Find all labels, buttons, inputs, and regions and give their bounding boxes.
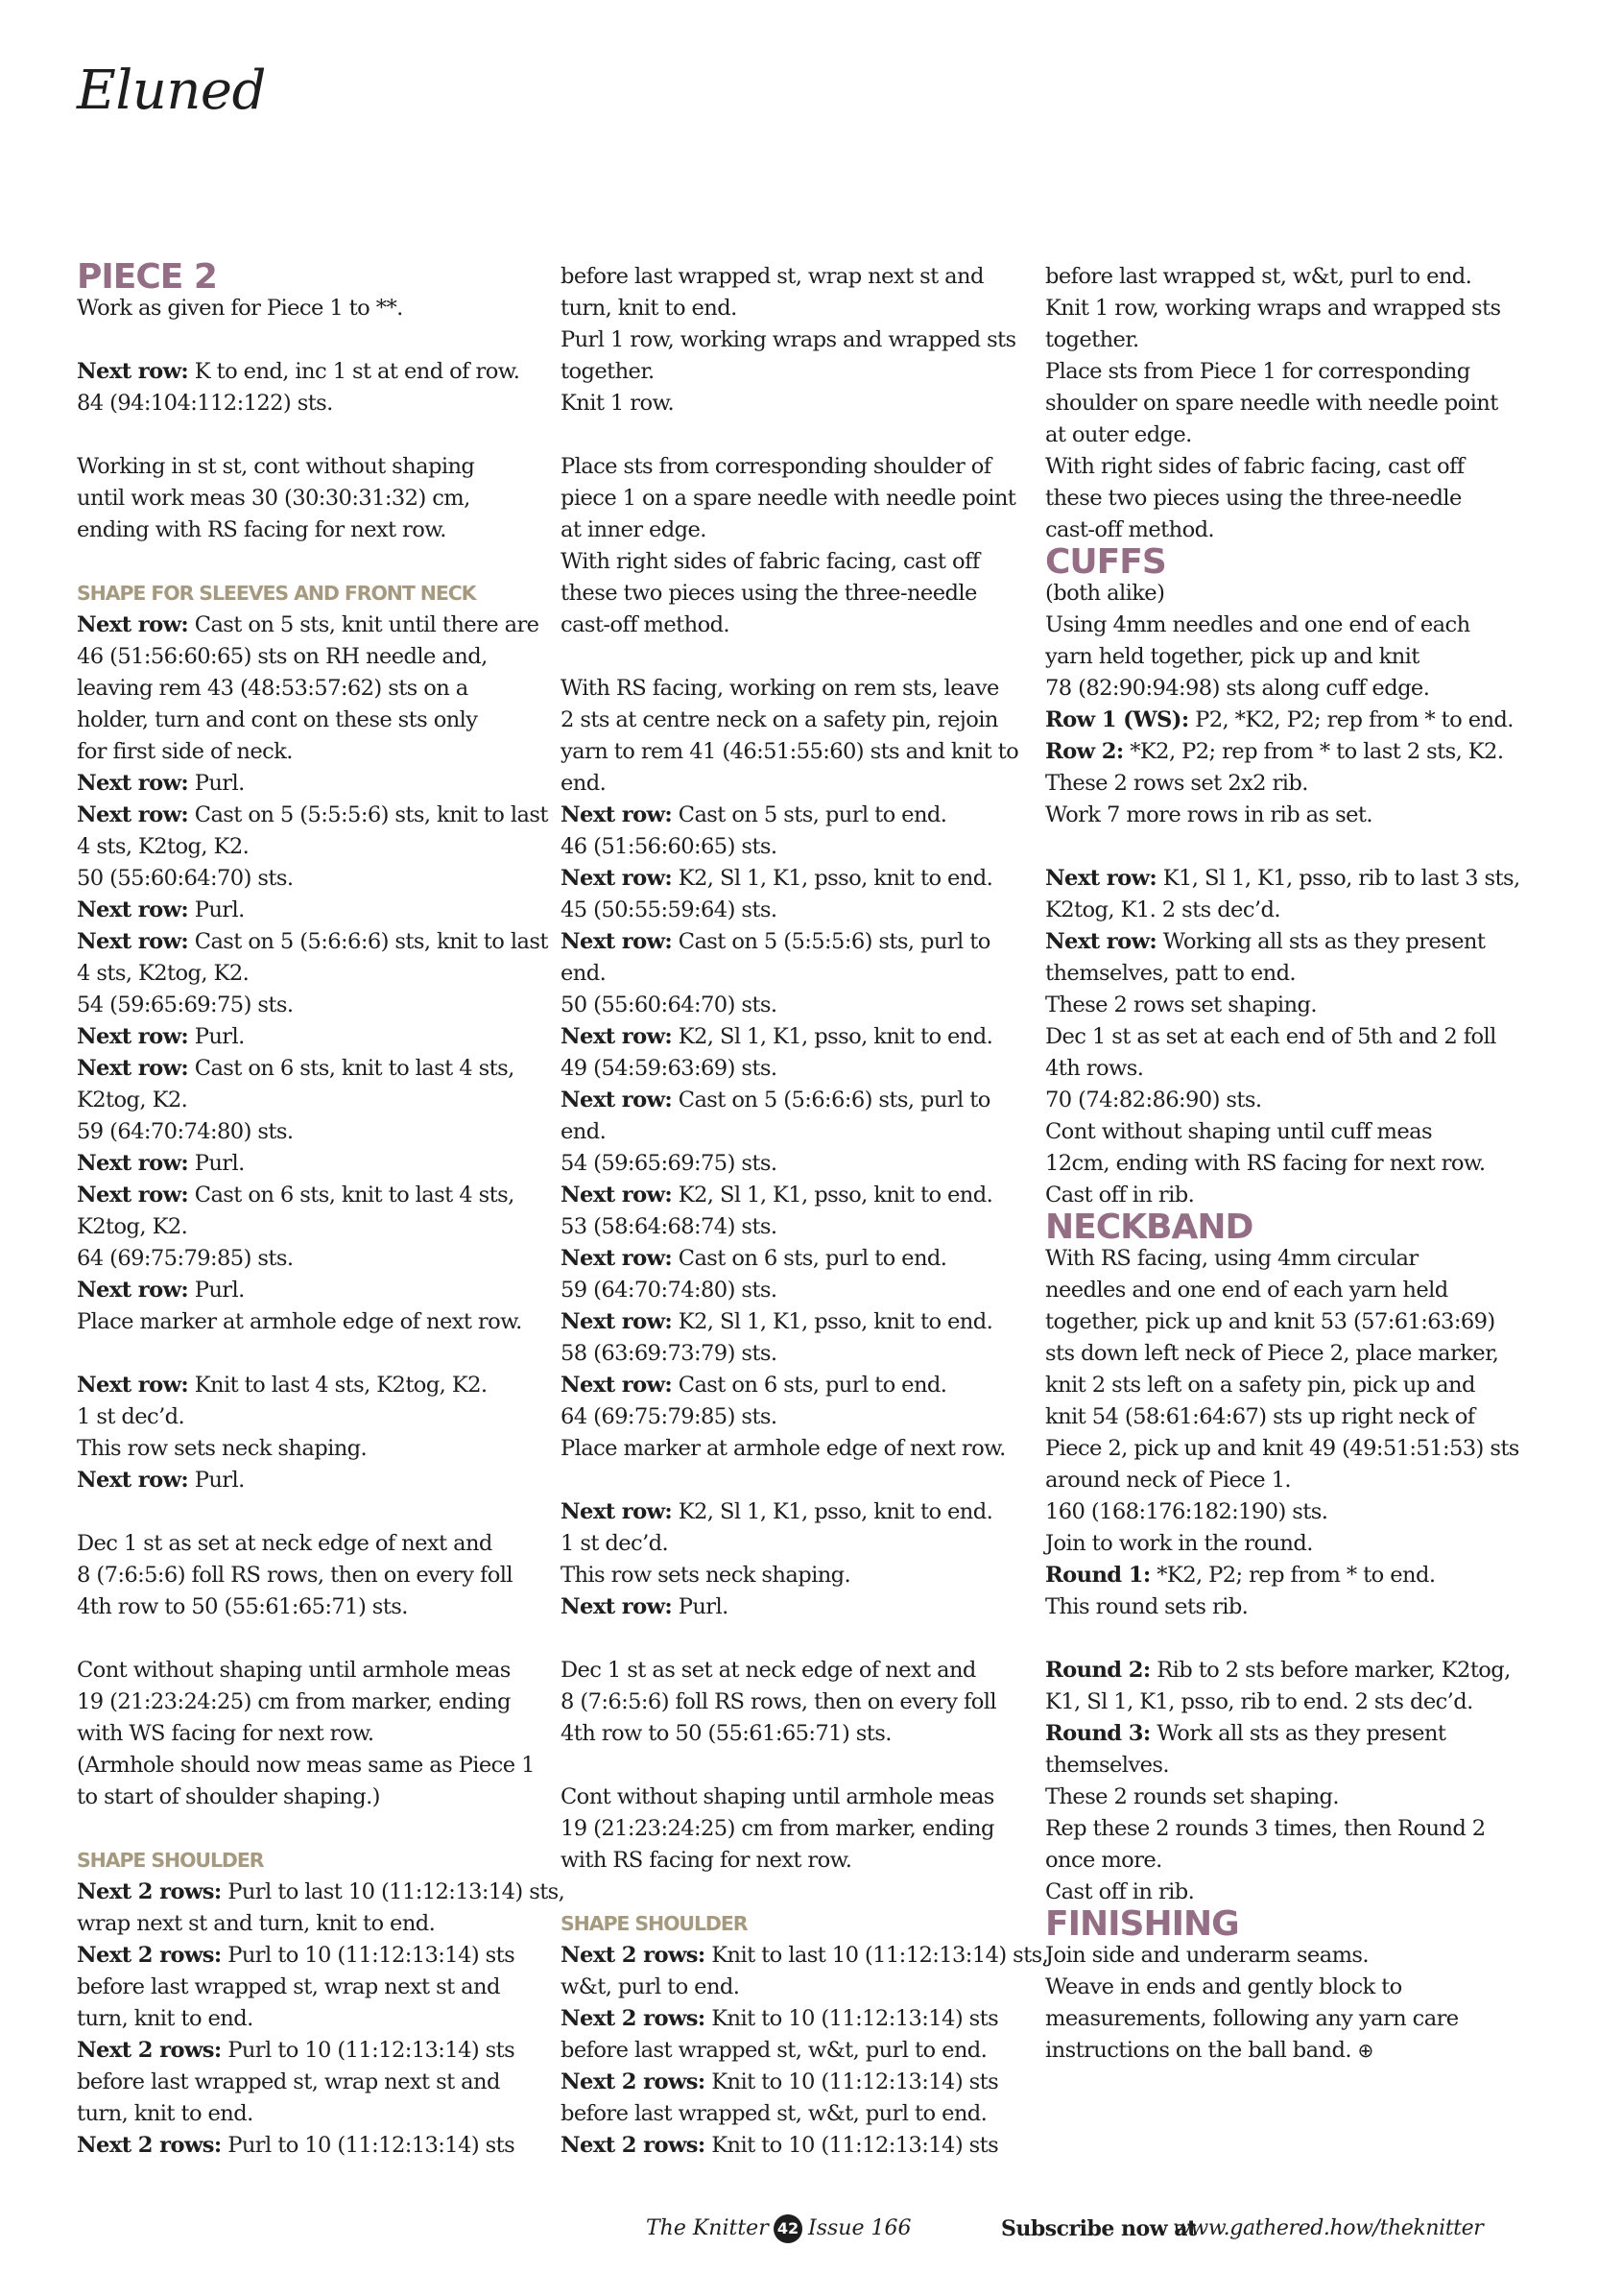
row-text: Cast on 6 sts, purl to end. [672,1246,947,1271]
text-line: With right sides of fabric facing, cast off [561,549,980,574]
row-label: Next row: [77,1468,189,1493]
text-line: 59 (64:70:74:80) sts. [561,1278,777,1303]
text-line: knit 54 (58:61:64:67) sts up right neck of [1045,1404,1475,1429]
text-line: With RS facing, using 4mm circular [1045,1246,1419,1271]
row-text: Purl to 10 (11:12:13:14) sts [221,2038,515,2063]
row-text: Cast on 5 (5:5:5:6) sts, knit to last [188,802,548,827]
text-line: With RS facing, working on rem sts, leave [561,676,999,701]
text-line: 54 (59:65:69:75) sts. [561,1151,777,1176]
text-line [561,1243,1016,1275]
text-line: 8 (7:6:5:6) foll RS rows, then on every foll [561,1689,997,1714]
row-text: K2, Sl 1, K1, psso, knit to end. [672,1499,993,1524]
text-line: before last wrapped st, wrap next st and [77,1974,500,1999]
row-label: Next row: [561,1024,673,1049]
text-line: Dec 1 st as set at neck edge of next and [561,1658,976,1683]
text-line: together. [1045,327,1139,352]
text-line: once more. [1045,1848,1162,1873]
text-line: Place sts from Piece 1 for corresponding [1045,359,1470,384]
row-text: Knit to last 4 sts, K2tog, K2. [188,1373,488,1398]
row-text: Purl. [188,1151,245,1176]
text-line: Rep these 2 rounds 3 times, then Round 2 [1045,1816,1486,1841]
row-label: Next row: [1045,929,1157,954]
paragraph [561,1496,1016,1623]
shape-shoulder-heading: SHAPE SHOULDER [561,1912,748,1935]
text-line: before last wrapped st, w&t, purl to end. [561,2101,988,2126]
piece-2-heading: PIECE 2 [77,257,217,297]
text-line [77,2130,533,2162]
text-line: This round sets rib. [1045,1594,1249,1619]
text-line [77,356,533,388]
text-line: 19 (21:23:24:25) cm from marker, ending [561,1816,994,1841]
text-line: sts down left neck of Piece 2, place marker, [1045,1341,1499,1366]
text-line: before last wrapped st, w&t, purl to end. [1045,264,1472,289]
row-text: Cast on 5 sts, knit until there are [188,612,539,637]
row-label: Row 2: [1045,739,1124,764]
text-line: 19 (21:23:24:25) cm from marker, ending [77,1689,511,1714]
row-label: Next row: [561,1373,673,1398]
text-line [1045,736,1504,768]
text-line: 50 (55:60:64:70) sts. [77,866,294,891]
row-label: Next row: [561,802,673,827]
text-line: 46 (51:56:60:65) sts on RH needle and, [77,644,488,669]
row-text: Cast on 5 (5:6:6:6) sts, purl to [672,1088,990,1112]
text-line [77,926,548,958]
text-line [77,1021,533,1053]
text-line: to start of shoulder shaping.) [77,1784,380,1809]
text-line: 78 (82:90:94:98) sts along cuff edge. [1045,676,1430,701]
issue-number: Issue 166 [808,2216,912,2240]
row-label: Next row: [561,866,673,891]
text-line: w&t, purl to end. [561,1974,740,1999]
row-text: Rib to 2 sts before marker, K2tog, [1150,1658,1511,1683]
text-line: 4 sts, K2tog, K2. [77,961,250,986]
paragraph [1045,1940,1501,2067]
row-text: K to end, inc 1 st at end of row. [188,359,520,384]
row-label: Next row: [561,1246,673,1271]
text-line [1045,926,1501,958]
row-label: Next 2 rows: [561,2133,705,2158]
text-line: Work 7 more rows in rib as set. [1045,802,1372,827]
row-label: Next row: [561,1499,673,1524]
text-line: themselves. [1045,1753,1169,1778]
text-line: 84 (94:104:112:122) sts. [77,391,333,416]
text-line: knit 2 sts left on a safety pin, pick up and [1045,1373,1475,1398]
text-line: Working in st st, cont without shaping [77,454,475,479]
row-label: Round 1: [1045,1563,1151,1588]
paragraph [77,1655,533,1813]
text-line: (Armhole should now meas same as Piece 1 [77,1753,535,1778]
text-line: 4th row to 50 (55:61:65:71) sts. [561,1721,892,1746]
text-line: 1 st dec’d. [561,1531,669,1556]
text-line: 4 sts, K2tog, K2. [77,834,250,859]
paragraph [1045,1243,1519,1623]
text-line: 58 (63:69:73:79) sts. [561,1341,777,1366]
row-label: Next row: [561,929,673,954]
row-text: Purl to 10 (11:12:13:14) sts [221,2133,515,2158]
row-text: K2, Sl 1, K1, psso, knit to end. [672,1024,993,1049]
text-line: 50 (55:60:64:70) sts. [561,993,777,1017]
row-text: Cast on 5 sts, purl to end. [672,802,947,827]
text-line: 8 (7:6:5:6) foll RS rows, then on every foll [77,1563,513,1588]
row-text: Purl. [188,1468,245,1493]
page-title: Eluned [77,60,266,122]
row-label: Next row: [77,1373,189,1398]
text-line: Dec 1 st as set at neck edge of next and [77,1531,492,1556]
paragraph [77,1877,565,2162]
text-line: before last wrapped st, w&t, purl to end. [561,2038,988,2063]
text-line [77,1877,565,1908]
row-label: Round 2: [1045,1658,1151,1683]
text-line: 4th row to 50 (55:61:65:71) sts. [77,1594,408,1619]
text-line: 46 (51:56:60:65) sts. [561,834,777,859]
text-line [77,800,548,831]
paragraph [1045,261,1501,546]
row-label: Next 2 rows: [561,2006,705,2031]
row-label: Next row: [77,897,189,922]
row-text: Purl. [188,897,245,922]
text-line [77,1465,533,1496]
text-line: Weave in ends and gently block to [1045,1974,1402,1999]
row-label: Next 2 rows: [561,2069,705,2094]
text-line: These 2 rounds set shaping. [1045,1784,1339,1809]
text-line: with RS facing for next row. [561,1848,852,1873]
row-label: Next row: [561,1183,673,1208]
text-line: 1 st dec’d. [77,1404,185,1429]
text-line: end. [561,961,607,986]
paragraph [77,1370,533,1496]
text-line: 64 (69:75:79:85) sts. [561,1404,777,1429]
text-line: Work as given for Piece 1 to **. [77,296,403,321]
text-line [561,800,1016,831]
text-line [561,2067,1016,2098]
paragraph [561,673,1019,1465]
text-line: cast-off method. [561,612,730,637]
row-label: Next 2 rows: [77,1943,222,1968]
text-line [561,1370,1016,1401]
paragraph [1045,578,1514,831]
shape-shoulder-heading: SHAPE SHOULDER [77,1849,264,1872]
text-line: measurements, following any yarn care [1045,2006,1459,2031]
text-line: Join side and underarm seams. [1045,1943,1369,1968]
neckband-heading: NECKBAND [1045,1208,1253,1247]
end-mark-icon: ⊕ [1357,2039,1373,2062]
text-line [561,1591,1016,1623]
text-line: holder, turn and cont on these sts only [77,707,478,732]
text-line: Join to work in the round. [1045,1531,1313,1556]
text-line [561,1306,1016,1338]
text-line: at inner edge. [561,517,706,542]
row-label: Next row: [77,1278,189,1303]
paragraph [1045,1655,1511,1908]
row-label: Next row: [77,771,189,796]
text-line [561,1940,1049,1972]
row-text: Purl to last 10 (11:12:13:14) sts, [221,1879,565,1904]
text-line: end. [561,771,607,796]
paragraph [561,261,1016,419]
row-text: *K2, P2; rep from * to end. [1150,1563,1436,1588]
text-line: leaving rem 43 (48:53:57:62) sts on a [77,676,468,701]
text-line [561,1496,1016,1528]
row-text: Work all sts as they present [1150,1721,1446,1746]
text-line: at outer edge. [1045,422,1192,447]
text-line: ending with RS facing for next row. [77,517,446,542]
cuffs-heading: CUFFS [1045,542,1166,582]
paragraph [77,356,533,419]
text-line: end. [561,1119,607,1144]
text-line: 45 (50:55:59:64) sts. [561,897,777,922]
text-line: turn, knit to end. [77,2101,253,2126]
text-line [561,2130,1016,2162]
paragraph [77,293,533,324]
text-line: with WS facing for next row. [77,1721,374,1746]
row-label: Round 3: [1045,1721,1151,1746]
text-line: 53 (58:64:68:74) sts. [561,1214,777,1239]
text-line: before last wrapped st, wrap next st and [561,264,984,289]
row-text: Cast on 6 sts, knit to last 4 sts, [188,1056,514,1081]
text-line: these two pieces using the three-needle [1045,486,1462,511]
text-line: turn, knit to end. [561,296,737,321]
text-line: Using 4mm needles and one end of each [1045,612,1470,637]
text-line: 160 (168:176:182:190) sts. [1045,1499,1328,1524]
row-label: Next 2 rows: [77,2133,222,2158]
paragraph [561,1655,1016,1750]
row-label: Next row: [77,929,189,954]
text-line [561,2003,1016,2035]
column-3 [1045,261,1520,2067]
text-line: Cont without shaping until armhole meas [77,1658,511,1683]
text-line: turn, knit to end. [77,2006,253,2031]
column-2 [561,261,1049,2162]
paragraph [561,451,1016,641]
text-line [77,1275,533,1306]
page-footer [0,2212,1622,2251]
text-line [561,1085,1016,1116]
text-line [561,1021,1016,1053]
text-line: 54 (59:65:69:75) sts. [77,993,294,1017]
text-line: 12cm, ending with RS facing for next row. [1045,1151,1486,1176]
text-line: Piece 2, pick up and knit 49 (49:51:51:53) sts [1045,1436,1519,1461]
text-line [1045,705,1514,736]
magazine-name: The Knitter [646,2216,769,2240]
text-line: Place marker at armhole edge of next row. [77,1309,522,1334]
text-line: This row sets neck shaping. [561,1563,851,1588]
text-line [561,863,1016,895]
text-line: 49 (54:59:63:69) sts. [561,1056,777,1081]
text-line [1045,1718,1501,1750]
text-line: 64 (69:75:79:85) sts. [77,1246,294,1271]
row-text: Knit to 10 (11:12:13:14) sts [704,2006,999,2031]
subscribe-link[interactable]: www.gathered.how/theknitter [1173,2216,1484,2240]
paragraph [561,1782,1016,1877]
text-line: together, pick up and knit 53 (57:61:63:69) [1045,1309,1495,1334]
row-label: Next 2 rows: [561,1943,705,1968]
text-line: (both alike) [1045,581,1165,606]
row-label: Next row: [77,1151,189,1176]
text-line: Place sts from corresponding shoulder of [561,454,991,479]
text-line [77,768,533,800]
subscribe-text: Subscribe now at [1001,2216,1197,2241]
row-text: Purl. [672,1594,728,1619]
text-line: With right sides of fabric facing, cast off [1045,454,1465,479]
text-line [77,895,533,926]
text-line: Purl 1 row, working wraps and wrapped sts [561,327,1016,352]
column-1 [77,257,565,2162]
text-line: yarn to rem 41 (46:51:55:60) sts and knit to [561,739,1019,764]
text-line: Place marker at armhole edge of next row. [561,1436,1006,1461]
paragraph [77,1528,533,1623]
text-line: 59 (64:70:74:80) sts. [77,1119,294,1144]
row-label: Next row: [77,1024,189,1049]
text-line [1045,863,1520,895]
shape-sleeves-heading: SHAPE FOR SLEEVES AND FRONT NECK [77,582,476,605]
row-text: instructions on the ball band. [1045,2038,1351,2063]
text-line: K2tog, K1. 2 sts dec’d. [1045,897,1280,922]
text-line: cast-off method. [1045,517,1215,542]
text-line: 4th rows. [1045,1056,1144,1081]
row-label: Row 1 (WS): [1045,707,1189,732]
row-text: Knit to 10 (11:12:13:14) sts [704,2069,999,2094]
text-line: piece 1 on a spare needle with needle point [561,486,1016,511]
text-line [561,1180,1016,1211]
text-line: around neck of Piece 1. [1045,1468,1291,1493]
text-line: Cast off in rib. [1045,1183,1195,1208]
paragraph [77,610,548,1338]
text-line: wrap next st and turn, knit to end. [77,1911,436,1936]
text-line: K1, Sl 1, K1, psso, rib to end. 2 sts dec’d. [1045,1689,1473,1714]
row-label: Next 2 rows: [77,2038,222,2063]
text-line: Cont without shaping until cuff meas [1045,1119,1433,1144]
text-line [77,1940,533,1972]
row-text: Purl to 10 (11:12:13:14) sts [221,1943,515,1968]
row-text: Knit to 10 (11:12:13:14) sts [704,2133,999,2158]
row-label: Next row: [77,359,189,384]
text-line: shoulder on spare needle with needle point [1045,391,1498,416]
text-line [77,1180,533,1211]
row-text: Cast on 6 sts, knit to last 4 sts, [188,1183,514,1208]
text-line [77,2035,533,2067]
text-line: themselves, patt to end. [1045,961,1297,986]
row-text: K2, Sl 1, K1, psso, knit to end. [672,866,993,891]
row-label: Next row: [77,802,189,827]
text-line [77,1053,533,1085]
row-label: Next row: [77,1056,189,1081]
text-line [77,1148,533,1180]
text-line: yarn held together, pick up and knit [1045,644,1419,669]
text-line: until work meas 30 (30:30:31:32) cm, [77,486,470,511]
text-line: These 2 rows set shaping. [1045,993,1317,1017]
text-line: together. [561,359,655,384]
row-label: Next row: [561,1309,673,1334]
row-text: *K2, P2; rep from * to last 2 sts, K2. [1123,739,1504,764]
row-label: Next row: [77,1183,189,1208]
row-text: K2, Sl 1, K1, psso, knit to end. [672,1309,993,1334]
text-line [1045,2035,1501,2067]
text-line: Knit 1 row. [561,391,675,416]
row-label: Next row: [77,612,189,637]
text-line [561,926,1016,958]
text-line: This row sets neck shaping. [77,1436,368,1461]
text-line: K2tog, K2. [77,1214,188,1239]
row-text: Purl. [188,1278,245,1303]
row-label: Next row: [561,1594,673,1619]
text-line [1045,1655,1511,1686]
row-text: K1, Sl 1, K1, psso, rib to last 3 sts, [1157,866,1520,891]
finishing-heading: FINISHING [1045,1904,1239,1944]
row-label: Next row: [1045,866,1157,891]
text-line: K2tog, K2. [77,1088,188,1112]
text-line: needles and one end of each yarn held [1045,1278,1448,1303]
text-line [77,1370,533,1401]
text-line: Cont without shaping until armhole meas [561,1784,994,1809]
row-text: Cast on 5 (5:5:5:6) sts, purl to [672,929,990,954]
row-label: Next row: [561,1088,673,1112]
row-text: Knit to last 10 (11:12:13:14) sts, [704,1943,1049,1968]
row-text: P2, *K2, P2; rep from * to end. [1188,707,1514,732]
text-line [1045,1560,1501,1591]
text-line: These 2 rows set 2x2 rib. [1045,771,1308,796]
text-line: Dec 1 st as set at each end of 5th and 2 foll [1045,1024,1496,1049]
text-line: before last wrapped st, wrap next st and [77,2069,500,2094]
text-line: for first side of neck. [77,739,293,764]
row-text: Cast on 5 (5:6:6:6) sts, knit to last [188,929,548,954]
text-line: 2 sts at centre neck on a safety pin, rejoin [561,707,998,732]
row-text: Working all sts as they present [1157,929,1486,954]
row-text: K2, Sl 1, K1, psso, knit to end. [672,1183,993,1208]
page-number: 42 [774,2214,802,2243]
row-text: Purl. [188,1024,245,1049]
text-line: Knit 1 row, working wraps and wrapped sts [1045,296,1501,321]
paragraph [1045,863,1520,1211]
row-label: Next 2 rows: [77,1879,222,1904]
text-line: Cast off in rib. [1045,1879,1195,1904]
text-line: 70 (74:82:86:90) sts. [1045,1088,1262,1112]
text-line: these two pieces using the three-needle [561,581,977,606]
paragraph [561,1940,1049,2162]
row-text: Cast on 6 sts, purl to end. [672,1373,947,1398]
text-line [77,610,539,641]
row-text: Purl. [188,771,245,796]
paragraph [77,451,533,546]
